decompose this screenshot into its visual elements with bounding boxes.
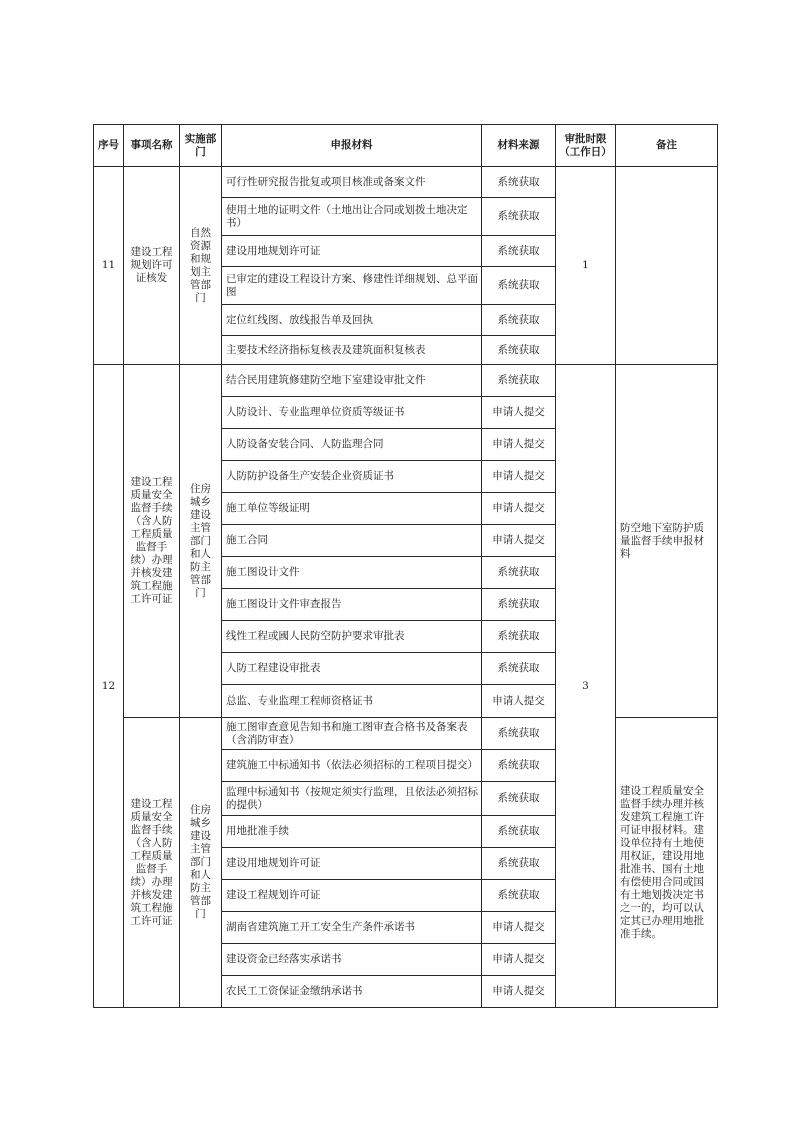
approval-materials-table: [93, 124, 718, 1008]
source-cell: 系统获取: [482, 589, 556, 621]
source-cell: 系统获取: [482, 236, 556, 267]
header-source: 材料来源: [482, 125, 556, 167]
material-cell: 施工单位等级证明: [222, 493, 482, 525]
material-cell: 施工图设计文件审查报告: [222, 589, 482, 621]
material-cell: 定位红线图、放线报告单及回执: [222, 305, 482, 336]
remark-cell: 建设工程质量安全监督手续办理并核发建筑工程施工许可证申报材料。建设单位持有土地使用权证，建设用地批准书、国有土地有偿使用合同或国有土地划拨决定书之一的，均可以认定其已办理用地批准手续。: [616, 718, 718, 1008]
source-cell: 系统获取: [482, 880, 556, 912]
source-cell: 系统获取: [482, 267, 556, 305]
material-cell: 总监、专业监理工程师资格证书: [222, 685, 482, 718]
source-cell: 申请人提交: [482, 461, 556, 493]
days-cell: 3: [556, 365, 616, 1008]
source-cell: 系统获取: [482, 198, 556, 236]
material-cell: 监理中标通知书（按规定须实行监理，且依法必须招标的提供）: [222, 782, 482, 816]
source-cell: 申请人提交: [482, 944, 556, 976]
header-seq: 序号: [94, 125, 124, 167]
material-cell: 建设资金已经落实承诺书: [222, 944, 482, 976]
material-cell: 使用土地的证明文件（土地出让合同或划拨土地决定书）: [222, 198, 482, 236]
material-cell: 农民工工资保证金缴纳承诺书: [222, 976, 482, 1008]
source-cell: 系统获取: [482, 557, 556, 589]
header-days: 审批时限（工作日）: [556, 125, 616, 167]
material-cell: 湖南省建筑施工开工安全生产条件承诺书: [222, 912, 482, 944]
material-cell: 建筑施工中标通知书（依法必须招标的工程项目提交）: [222, 750, 482, 782]
source-cell: 系统获取: [482, 848, 556, 880]
dept-cell: 自然资源和规划主管部门: [180, 167, 222, 365]
source-cell: 申请人提交: [482, 976, 556, 1008]
material-cell: 施工图审查意见告知书和施工图审查合格书及备案表（含消防审查）: [222, 718, 482, 750]
material-cell: 建设用地规划许可证: [222, 848, 482, 880]
item-name-cell: 建设工程质量安全监督手续（含人防工程质量监督手续）办理并核发建筑工程施工许可证: [124, 718, 180, 1008]
source-cell: 申请人提交: [482, 397, 556, 429]
material-cell: 可行性研究报告批复或项目核准或备案文件: [222, 167, 482, 198]
source-cell: 申请人提交: [482, 493, 556, 525]
item-name-cell: 建设工程规划许可证核发: [124, 167, 180, 365]
material-cell: 已审定的建设工程设计方案、修建性详细规划、总平面图: [222, 267, 482, 305]
source-cell: 申请人提交: [482, 525, 556, 557]
days-cell: 1: [556, 167, 616, 365]
remark-cell: [616, 167, 718, 365]
approval-materials-sheet: [93, 124, 718, 1008]
material-cell: 人防设计、专业监理单位资质等级证书: [222, 397, 482, 429]
source-cell: 系统获取: [482, 782, 556, 816]
item-name-cell: 建设工程质量安全监督手续（含人防工程质量监督手续）办理并核发建筑工程施工许可证: [124, 365, 180, 718]
source-cell: 系统获取: [482, 750, 556, 782]
material-cell: 建设工程规划许可证: [222, 880, 482, 912]
header-materials: 申报材料: [222, 125, 482, 167]
source-cell: 系统获取: [482, 305, 556, 336]
source-cell: 申请人提交: [482, 429, 556, 461]
material-cell: 用地批准手续: [222, 816, 482, 848]
source-cell: 系统获取: [482, 816, 556, 848]
source-cell: 申请人提交: [482, 912, 556, 944]
source-cell: 申请人提交: [482, 685, 556, 718]
header-dept: 实施部门: [180, 125, 222, 167]
dept-cell: 住房城乡建设主管部门和人防主管部门: [180, 365, 222, 718]
material-cell: 结合民用建筑修建防空地下室建设审批文件: [222, 365, 482, 397]
material-cell: 线性工程或國人民防空防护要求审批表: [222, 621, 482, 653]
material-cell: 施工合同: [222, 525, 482, 557]
source-cell: 系统获取: [482, 621, 556, 653]
header-row: [94, 125, 718, 167]
material-cell: 建设用地规划许可证: [222, 236, 482, 267]
seq-cell: 11: [94, 167, 124, 365]
material-cell: 主要技术经济指标复核表及建筑面积复核表: [222, 336, 482, 365]
material-cell: 人防防护设备生产安装企业资质证书: [222, 461, 482, 493]
source-cell: 系统获取: [482, 718, 556, 750]
table-row: [94, 718, 718, 750]
seq-cell: 12: [94, 365, 124, 1008]
source-cell: 系统获取: [482, 365, 556, 397]
material-cell: 施工图设计文件: [222, 557, 482, 589]
table-row: [94, 167, 718, 198]
remark-cell: 防空地下室防护质量监督手续申报材料: [616, 365, 718, 718]
source-cell: 系统获取: [482, 336, 556, 365]
material-cell: 人防设备安装合同、人防监理合同: [222, 429, 482, 461]
header-remark: 备注: [616, 125, 718, 167]
table-row: [94, 365, 718, 397]
dept-cell: 住房城乡建设主管部门和人防主管部门: [180, 718, 222, 1008]
material-cell: 人防工程建设审批表: [222, 653, 482, 685]
header-item: 事项名称: [124, 125, 180, 167]
source-cell: 系统获取: [482, 653, 556, 685]
source-cell: 系统获取: [482, 167, 556, 198]
